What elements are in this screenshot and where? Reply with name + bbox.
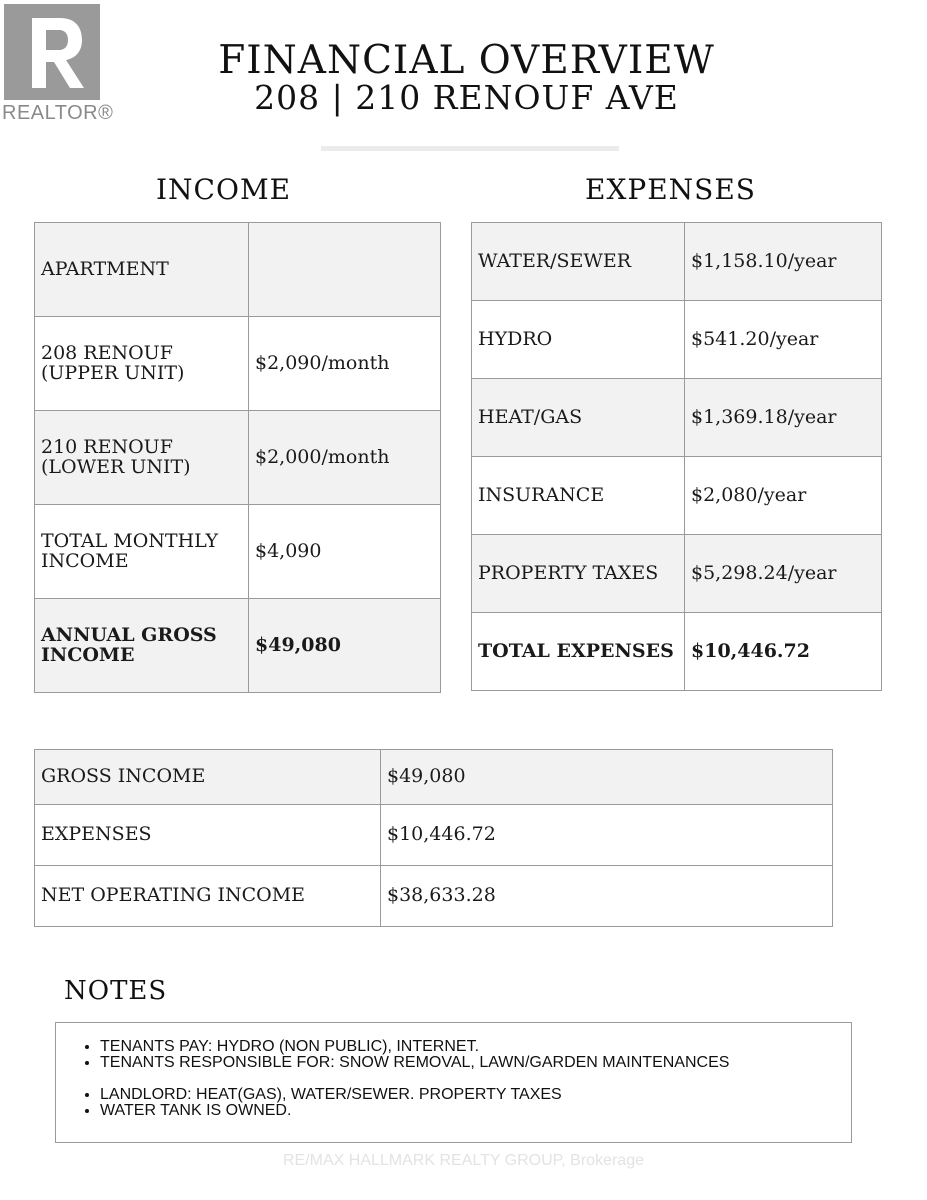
expense-value: $541.20/year bbox=[685, 301, 882, 379]
income-label: 210 RENOUF (LOWER UNIT) bbox=[35, 411, 249, 505]
page-title: FINANCIAL OVERVIEW bbox=[218, 38, 715, 83]
expense-label: INSURANCE bbox=[472, 457, 685, 535]
title-divider bbox=[321, 146, 619, 151]
income-value: $4,090 bbox=[249, 505, 441, 599]
table-row bbox=[35, 599, 441, 693]
income-value: $2,000/month bbox=[249, 411, 441, 505]
list-item: • TENANTS RESPONSIBLE FOR: SNOW REMOVAL, LAWN/GARDEN MAINTENANCES bbox=[100, 1055, 729, 1071]
notes-list-tenants bbox=[56, 1039, 729, 1071]
notes-box bbox=[55, 1022, 852, 1143]
summary-value: $49,080 bbox=[381, 750, 833, 805]
summary-table bbox=[34, 749, 833, 927]
page-subtitle: 208 | 210 RENOUF AVE bbox=[254, 78, 679, 117]
summary-label: EXPENSES bbox=[35, 805, 381, 866]
total-expenses-value: $10,446.72 bbox=[685, 613, 882, 691]
income-heading: INCOME bbox=[156, 173, 292, 206]
expense-value: $1,158.10/year bbox=[685, 223, 882, 301]
expenses-heading: EXPENSES bbox=[585, 173, 756, 206]
list-item: • LANDLORD: HEAT(GAS), WATER/SEWER. PROPERTY TAXES bbox=[100, 1087, 562, 1103]
income-label: TOTAL MONTHLY INCOME bbox=[35, 505, 249, 599]
list-item: • TENANTS PAY: HYDRO (NON PUBLIC), INTERNET. bbox=[100, 1039, 729, 1055]
notes-heading: NOTES bbox=[64, 976, 168, 1006]
table-row bbox=[35, 505, 441, 599]
table-row bbox=[472, 223, 882, 301]
expense-label: PROPERTY TAXES bbox=[472, 535, 685, 613]
income-label: 208 RENOUF (UPPER UNIT) bbox=[35, 317, 249, 411]
table-row bbox=[35, 223, 441, 317]
table-row bbox=[472, 301, 882, 379]
income-label: APARTMENT bbox=[35, 223, 249, 317]
table-row bbox=[472, 379, 882, 457]
summary-value: $38,633.28 bbox=[381, 866, 833, 927]
table-row bbox=[35, 317, 441, 411]
table-row bbox=[472, 457, 882, 535]
brokerage-watermark: RE/MAX HALLMARK REALTY GROUP, Brokerage bbox=[282, 1152, 644, 1169]
list-item: • WATER TANK IS OWNED. bbox=[100, 1103, 562, 1119]
table-row bbox=[35, 411, 441, 505]
table-row bbox=[35, 866, 833, 927]
income-value: $2,090/month bbox=[249, 317, 441, 411]
expense-value: $1,369.18/year bbox=[685, 379, 882, 457]
expense-label: HYDRO bbox=[472, 301, 685, 379]
summary-value: $10,446.72 bbox=[381, 805, 833, 866]
table-row bbox=[35, 805, 833, 866]
notes-list-landlord bbox=[56, 1087, 562, 1119]
expense-label: HEAT/GAS bbox=[472, 379, 685, 457]
realtor-logo-text: REALTOR® bbox=[2, 102, 114, 124]
summary-label: NET OPERATING INCOME bbox=[35, 866, 381, 927]
expense-label: WATER/SEWER bbox=[472, 223, 685, 301]
table-row bbox=[35, 750, 833, 805]
income-value bbox=[249, 223, 441, 317]
income-table bbox=[34, 222, 441, 693]
expense-value: $2,080/year bbox=[685, 457, 882, 535]
summary-label: GROSS INCOME bbox=[35, 750, 381, 805]
expense-value: $5,298.24/year bbox=[685, 535, 882, 613]
expenses-table bbox=[471, 222, 882, 691]
total-expenses-label: TOTAL EXPENSES bbox=[472, 613, 685, 691]
annual-gross-income-value: $49,080 bbox=[249, 599, 441, 693]
annual-gross-income-label: ANNUAL GROSS INCOME bbox=[35, 599, 249, 693]
table-row bbox=[472, 535, 882, 613]
table-row bbox=[472, 613, 882, 691]
